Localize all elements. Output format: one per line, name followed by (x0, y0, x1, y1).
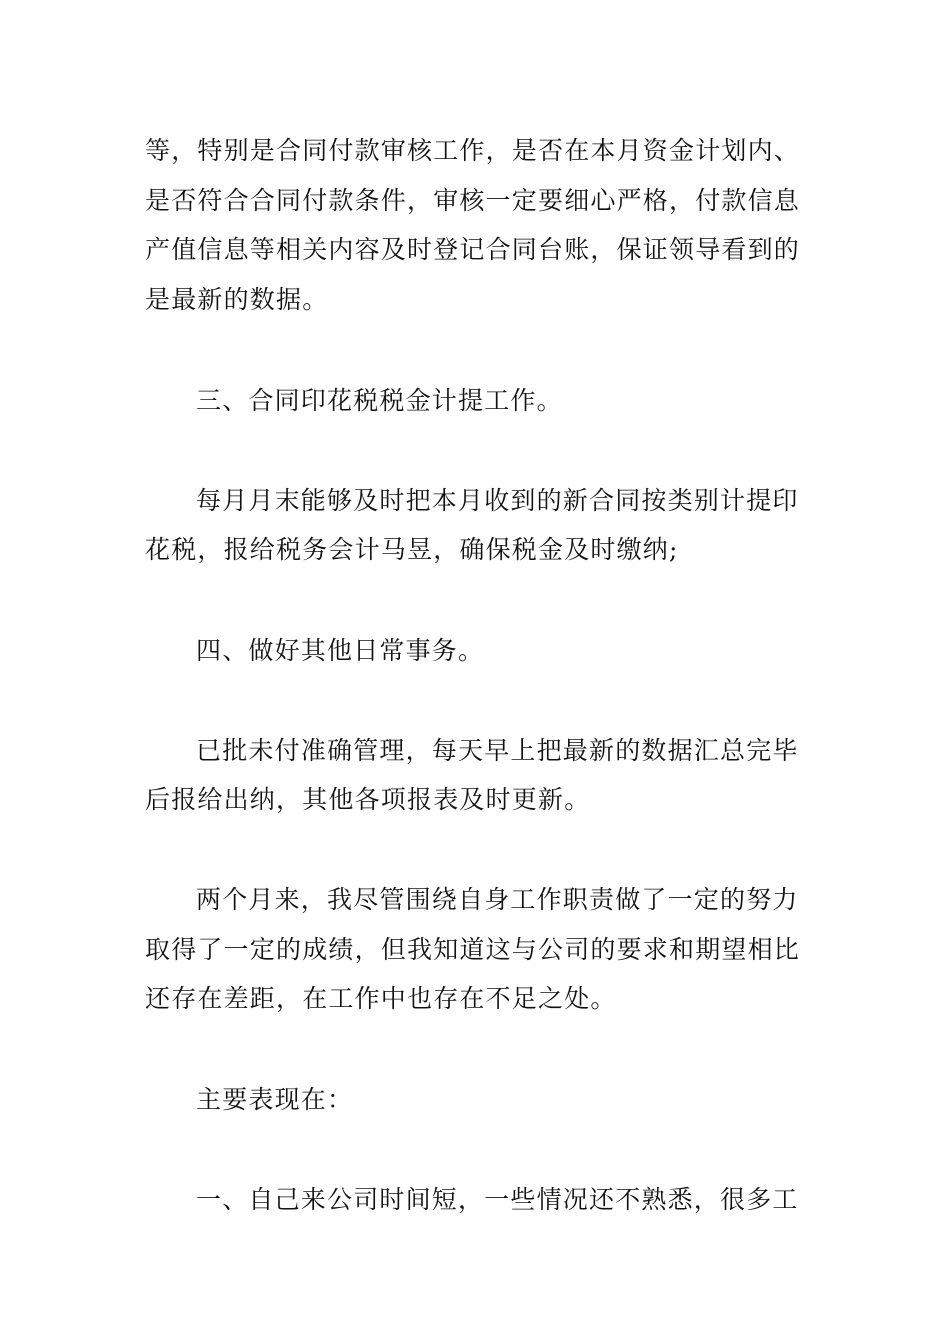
text-line: 主要表现在： (196, 1085, 354, 1114)
text-line: 取得了一定的成绩，但我知道这与公司的要求和期望相比 (145, 935, 801, 964)
text-line: 还存在差距，在工作中也存在不足之处。 (145, 984, 617, 1013)
text-line: 是否符合合同付款条件，审核一定要细心严格，付款信息 (145, 186, 801, 215)
text-line: 两个月来，我尽管围绕自身工作职责做了一定的努力 (196, 885, 799, 914)
section-heading: 四、做好其他日常事务。 (196, 636, 485, 665)
section-heading: 三、合同印花税税金计提工作。 (196, 386, 563, 415)
text-line: 花税，报给税务会计马昱，确保税金及时缴纳; (145, 535, 679, 564)
text-line: 一、自己来公司时间短，一些情况还不熟悉，很多工 (196, 1185, 799, 1214)
text-line: 每月月末能够及时把本月收到的新合同按类别计提印 (196, 486, 799, 515)
text-line: 等，特别是合同付款审核工作，是否在本月资金计划内、 (145, 136, 801, 165)
text-line: 产值信息等相关内容及时登记合同台账，保证领导看到的 (145, 235, 801, 264)
text-line: 后报给出纳，其他各项报表及时更新。 (145, 785, 591, 814)
text-line: 已批未付准确管理，每天早上把最新的数据汇总完毕 (196, 736, 799, 765)
text-line: 是最新的数据。 (145, 285, 329, 314)
